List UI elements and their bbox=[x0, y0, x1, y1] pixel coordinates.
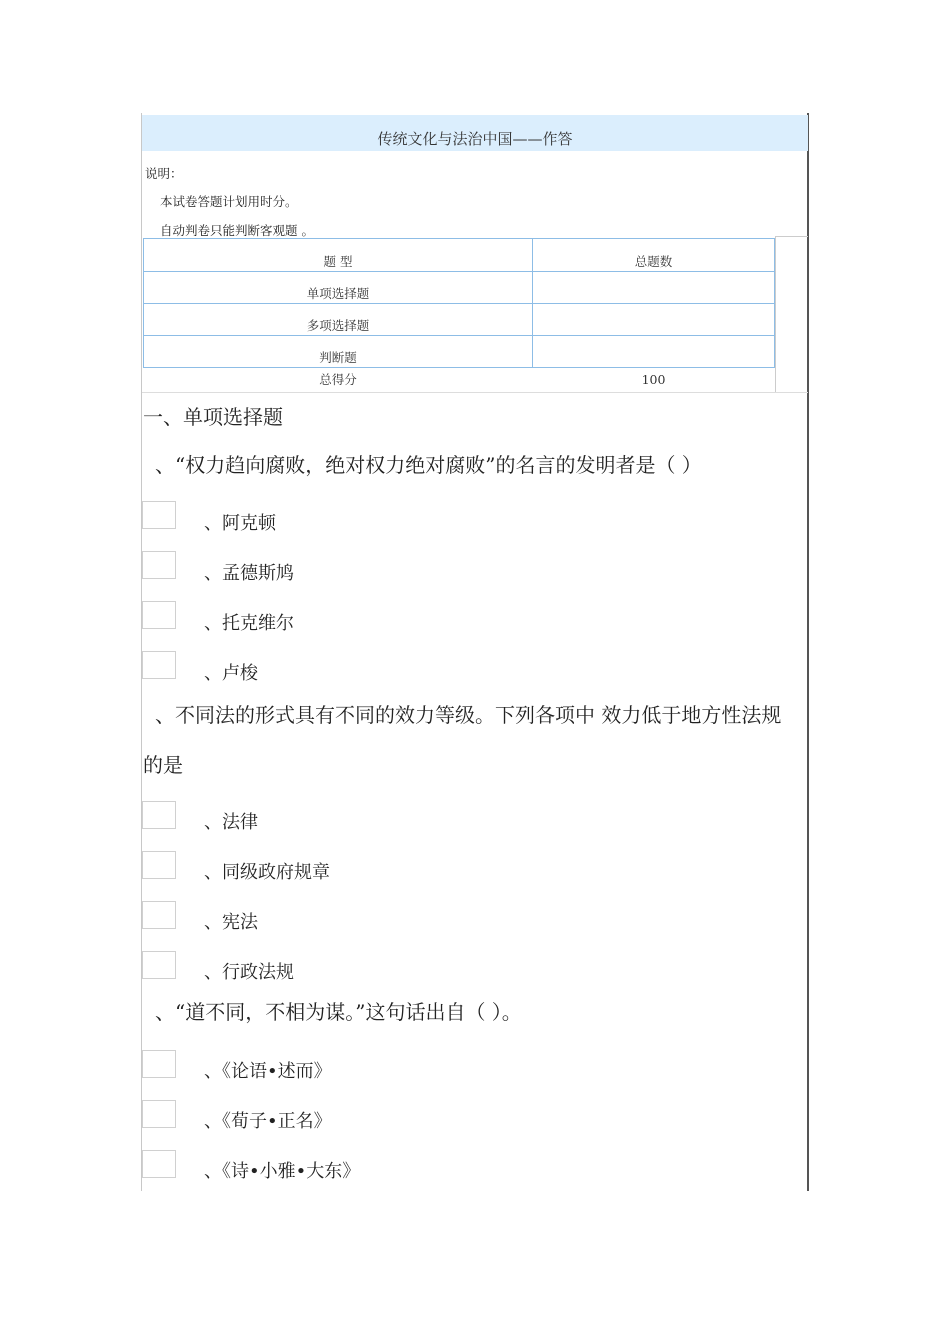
table-header-row bbox=[144, 239, 775, 272]
table-row bbox=[144, 304, 775, 336]
row-type: 单项选择题 bbox=[144, 272, 533, 304]
instruction-line: 本试卷答题计划用时分。 bbox=[160, 194, 298, 209]
option-checkbox[interactable] bbox=[142, 1100, 176, 1128]
divider bbox=[775, 236, 776, 392]
question-text: 、“道不同，不相为谋。”这句话出自（ ）。 bbox=[155, 1000, 522, 1024]
option-label: 、《诗•小雅•大东》 bbox=[204, 1161, 361, 1182]
instructions-label: 说明： bbox=[145, 166, 183, 181]
section-title: 一、单项选择题 bbox=[143, 405, 283, 429]
divider bbox=[142, 392, 808, 393]
option-checkbox[interactable] bbox=[142, 801, 176, 829]
column-header-count: 总题数 bbox=[533, 239, 775, 272]
row-type: 判断题 bbox=[144, 336, 533, 368]
table-row bbox=[144, 336, 775, 368]
option-label: 、孟德斯鸠 bbox=[204, 563, 294, 584]
divider bbox=[775, 236, 808, 237]
option-label: 、托克维尔 bbox=[204, 613, 294, 634]
option-label: 、法律 bbox=[204, 812, 258, 833]
option-checkbox[interactable] bbox=[142, 1150, 176, 1178]
table-row bbox=[144, 272, 775, 304]
option-checkbox[interactable] bbox=[142, 851, 176, 879]
column-header-type: 题 型 bbox=[144, 239, 533, 272]
option-checkbox[interactable] bbox=[142, 601, 176, 629]
option-checkbox[interactable] bbox=[142, 501, 176, 529]
row-count bbox=[533, 304, 775, 336]
total-score-row bbox=[144, 368, 775, 392]
option-checkbox[interactable] bbox=[142, 1050, 176, 1078]
option-label: 、《论语•述而》 bbox=[204, 1061, 332, 1082]
question-text: 、“权力趋向腐败，绝对权力绝对腐败”的名言的发明者是（ ） bbox=[155, 453, 702, 477]
option-checkbox[interactable] bbox=[142, 901, 176, 929]
option-checkbox[interactable] bbox=[142, 951, 176, 979]
row-count bbox=[533, 336, 775, 368]
total-score-label: 总得分 bbox=[319, 372, 357, 387]
option-checkbox[interactable] bbox=[142, 551, 176, 579]
page-title: 传统文化与法治中国——作答 bbox=[142, 115, 808, 151]
row-count bbox=[533, 272, 775, 304]
option-label: 、行政法规 bbox=[204, 962, 294, 983]
option-label: 、《荀子•正名》 bbox=[204, 1111, 332, 1132]
option-label: 、同级政府规章 bbox=[204, 862, 330, 883]
option-label: 、宪法 bbox=[204, 912, 258, 933]
option-label: 、阿克顿 bbox=[204, 513, 276, 534]
total-score-value: 100 bbox=[641, 371, 666, 387]
instruction-line: 自动判卷只能判断客观题 。 bbox=[160, 223, 314, 238]
option-checkbox[interactable] bbox=[142, 651, 176, 679]
question-text: 、不同法的形式具有不同的效力等级。下列各项中 效力低于地方性法规的是 bbox=[143, 703, 782, 777]
row-type: 多项选择题 bbox=[144, 304, 533, 336]
option-label: 、卢梭 bbox=[204, 663, 258, 684]
summary-table bbox=[143, 238, 775, 391]
